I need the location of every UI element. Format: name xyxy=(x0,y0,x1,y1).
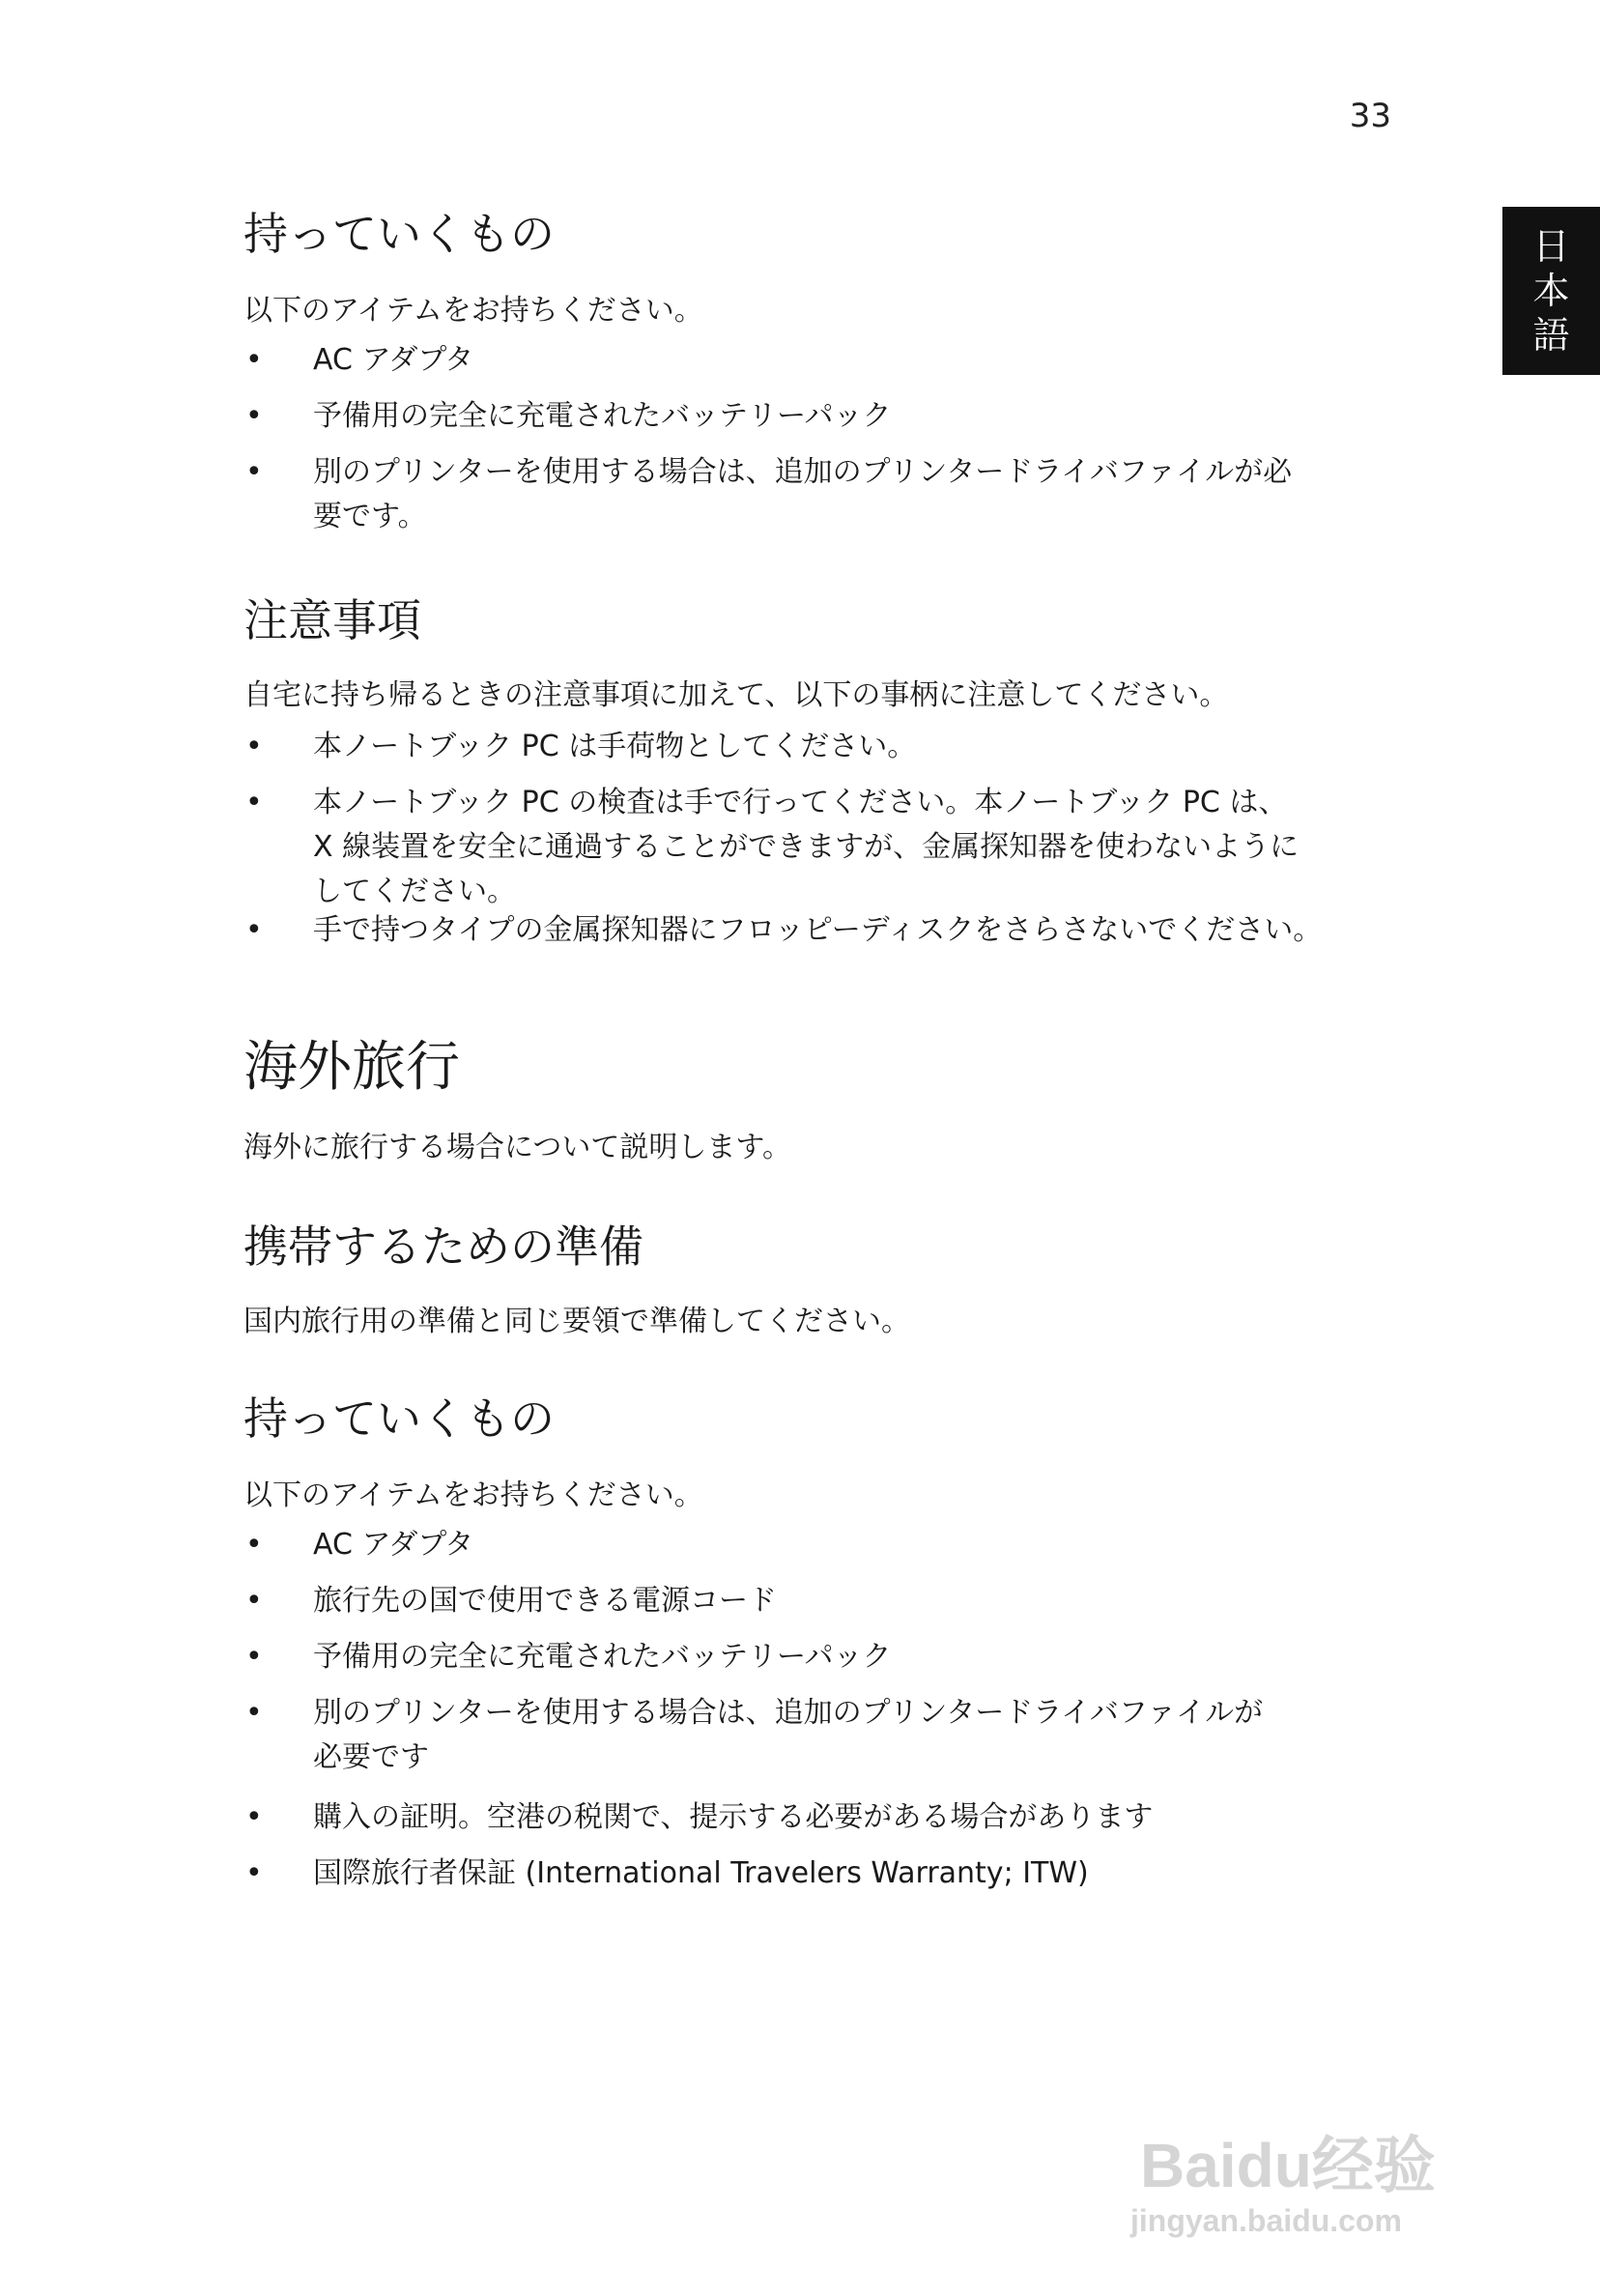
list-item-text xyxy=(313,1579,1395,1623)
list-item-line: してください。 xyxy=(313,875,516,908)
watermark-logo: Baidu经验 xyxy=(1140,2131,1436,2200)
baidu-watermark xyxy=(1121,2049,1507,2242)
list-item-line: AC アダプタ xyxy=(313,1528,474,1562)
list-item-line: 本ノートブック PC は手荷物としてください。 xyxy=(313,730,917,763)
section-intro: 自宅に持ち帰るときの注意事項に加えて、以下の事柄に注意してください。 xyxy=(243,678,1229,712)
language-tab xyxy=(1502,207,1600,375)
list-item-line: 手で持つタイプの金属探知器にフロッピーディスクをさらさないでください。 xyxy=(313,913,1323,947)
bullet-dot: • xyxy=(245,730,263,763)
bullet-dot: • xyxy=(245,1800,263,1834)
watermark-url: jingyan.baidu.com xyxy=(1130,2203,1402,2238)
bullet-dot: • xyxy=(245,1584,263,1618)
list-item-line: 予備用の完全に充電されたバッテリーパック xyxy=(313,1640,892,1674)
list-item-text xyxy=(313,908,1395,953)
list-item-text xyxy=(313,1523,1395,1567)
bullet-dot: • xyxy=(245,1856,263,1890)
section-heading: 携帯するための準備 xyxy=(243,1220,643,1273)
section-intro: 海外に旅行する場合について説明します。 xyxy=(243,1131,791,1164)
list-item-text xyxy=(313,394,1395,439)
language-tab-char: 本 xyxy=(1532,270,1570,312)
list-item-line: 購入の証明。空港の税関で、提示する必要がある場合があります xyxy=(313,1800,1154,1834)
section-intro: 国内旅行用の準備と同じ要領で準備してください。 xyxy=(243,1305,910,1338)
list-item-text xyxy=(313,725,1395,769)
list-item-text xyxy=(313,338,1395,383)
list-item-line: 予備用の完全に充電されたバッテリーパック xyxy=(313,399,892,433)
list-item-line: 要です。 xyxy=(313,500,427,533)
list-item-line: 旅行先の国で使用できる電源コード xyxy=(313,1584,777,1618)
list-item-text xyxy=(313,1691,1395,1780)
chapter-heading: 海外旅行 xyxy=(243,1036,460,1099)
list-item-line: 国際旅行者保証 (International Travelers Warranty; ITW) xyxy=(313,1856,1089,1890)
bullet-dot: • xyxy=(245,343,263,377)
bullet-dot: • xyxy=(245,455,263,489)
bullet-dot: • xyxy=(245,399,263,433)
list-item-text xyxy=(313,781,1395,914)
list-item-line: 必要です xyxy=(313,1740,429,1774)
bullet-dot: • xyxy=(245,786,263,819)
bullet-dot: • xyxy=(245,1696,263,1730)
section-heading: 持っていくもの xyxy=(243,208,555,260)
section-intro: 以下のアイテムをお持ちください。 xyxy=(243,294,703,328)
list-item-text xyxy=(313,1851,1395,1896)
list-item-line: 本ノートブック PC の検査は手で行ってください。本ノートブック PC は、 xyxy=(313,786,1288,819)
page-number: 33 xyxy=(1349,97,1391,135)
list-item-text xyxy=(313,1795,1395,1840)
list-item-line: 別のプリンターを使用する場合は、追加のプリンタードライバファイルが xyxy=(313,1696,1264,1730)
section-heading: 注意事項 xyxy=(243,594,421,646)
section-intro: 以下のアイテムをお持ちください。 xyxy=(243,1478,703,1512)
section-heading: 持っていくもの xyxy=(243,1392,555,1445)
language-tab-char: 語 xyxy=(1532,314,1570,357)
bullet-dot: • xyxy=(245,1528,263,1562)
language-tab-char: 日 xyxy=(1532,225,1570,268)
list-item-line: 別のプリンターを使用する場合は、追加のプリンタードライバファイルが必 xyxy=(313,455,1293,489)
list-item-line: AC アダプタ xyxy=(313,343,474,377)
bullet-dot: • xyxy=(245,1640,263,1674)
list-item-text xyxy=(313,450,1395,539)
bullet-dot: • xyxy=(245,913,263,947)
list-item-line: X 線装置を安全に通過することができますが、金属探知器を使わないように xyxy=(313,830,1300,864)
list-item-text xyxy=(313,1635,1395,1679)
